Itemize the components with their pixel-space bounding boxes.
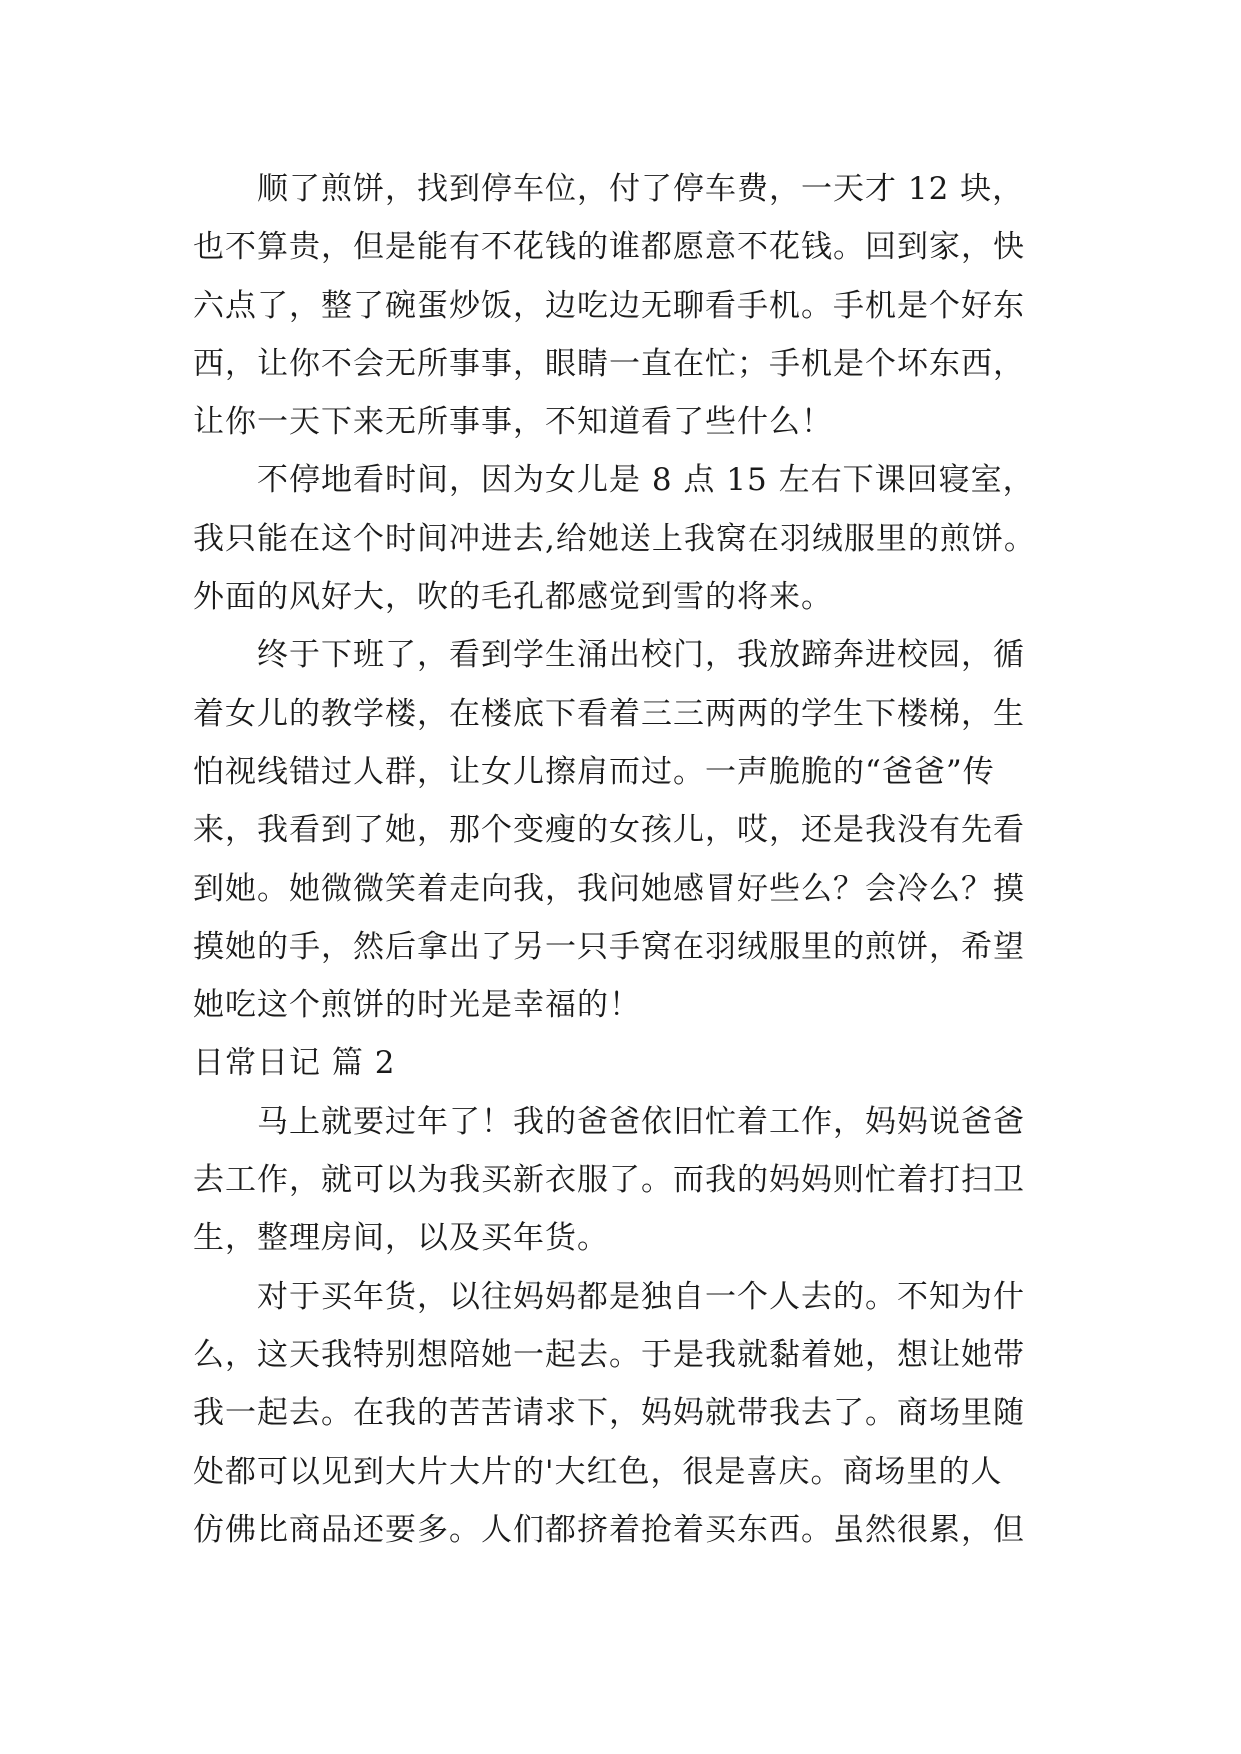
text-line: 我一起去。在我的苦苦请求下，妈妈就带我去了。商场里随 xyxy=(193,1395,1025,1432)
text-line: 仿佛比商品还要多。人们都挤着抢着买东西。虽然很累，但 xyxy=(193,1511,1025,1548)
text-line: 西，让你不会无所事事，眼睛一直在忙；手机是个坏东西， xyxy=(193,345,1025,382)
paragraph xyxy=(193,451,1063,626)
text-line: 六点了，整了碗蛋炒饭，边吃边无聊看手机。手机是个好东 xyxy=(193,287,1025,324)
text-line: 对于买年货，以往妈妈都是独自一个人去的。不知为什 xyxy=(257,1278,1025,1315)
text-line: 外面的风好大，吹的毛孔都感觉到雪的将来。 xyxy=(193,579,833,616)
text-line: 生，整理房间，以及买年货。 xyxy=(193,1220,609,1257)
paragraph xyxy=(193,160,1063,451)
text-line: 着女儿的教学楼，在楼底下看着三三两两的学生下楼梯，生 xyxy=(193,695,1025,732)
text-line: 摸她的手，然后拿出了另一只手窝在羽绒服里的煎饼，希望 xyxy=(193,928,1025,965)
paragraph xyxy=(193,626,1063,1034)
text-line: 不停地看时间，因为女儿是 8 点 15 左右下课回寝室， xyxy=(257,462,1035,499)
text-line: 么，这天我特别想陪她一起去。于是我就黏着她，想让她带 xyxy=(193,1336,1025,1373)
text-line: 让你一天下来无所事事，不知道看了些什么！ xyxy=(193,404,833,441)
text-line: 顺了煎饼，找到停车位，付了停车费，一天才 12 块， xyxy=(257,171,1025,207)
document-body xyxy=(193,160,1063,1559)
text-line: 处都可以见到大片大片的'大红色，很是喜庆。商场里的人 xyxy=(193,1453,1003,1490)
text-line: 去工作，就可以为我买新衣服了。而我的妈妈则忙着打扫卫 xyxy=(193,1162,1025,1199)
section-heading xyxy=(193,1034,1063,1092)
text-line: 马上就要过年了！我的爸爸依旧忙着工作，妈妈说爸爸 xyxy=(257,1103,1025,1140)
text-line: 到她。她微微笑着走向我，我问她感冒好些么？会冷么？摸 xyxy=(193,870,1025,907)
text-line: 也不算贵，但是能有不花钱的谁都愿意不花钱。回到家，快 xyxy=(193,229,1025,266)
paragraph xyxy=(193,1093,1063,1268)
heading-text: 日常日记 篇 2 xyxy=(193,1045,396,1082)
text-line: 怕视线错过人群，让女儿擦肩而过。一声脆脆的“爸爸”传 xyxy=(193,753,995,790)
text-line: 她吃这个煎饼的时光是幸福的！ xyxy=(193,987,641,1024)
text-line: 来，我看到了她，那个变瘦的女孩儿，哎，还是我没有先看 xyxy=(193,812,1025,849)
text-line: 终于下班了，看到学生涌出校门，我放蹄奔进校园，循 xyxy=(257,637,1025,674)
paragraph xyxy=(193,1268,1063,1559)
text-line: 我只能在这个时间冲进去,给她送上我窝在羽绒服里的煎饼。 xyxy=(193,520,1036,557)
